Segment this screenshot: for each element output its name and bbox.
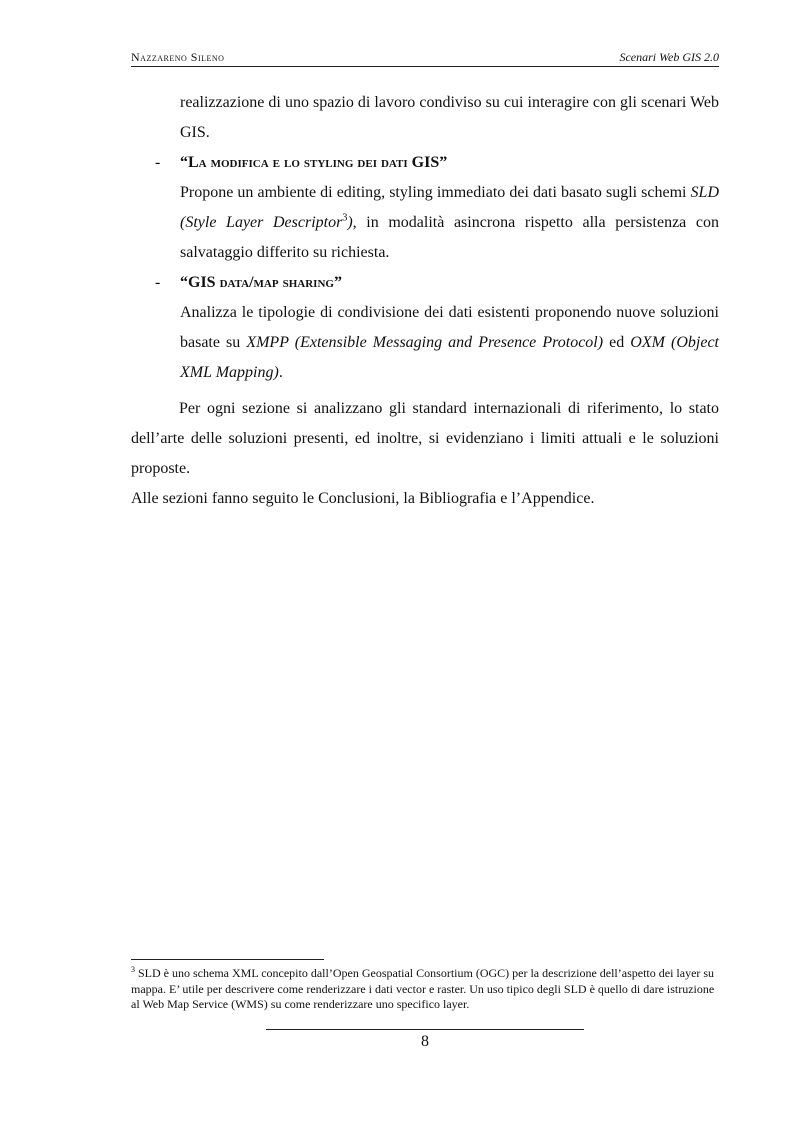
header-title: Scenari Web GIS 2.0 xyxy=(619,50,719,64)
text-run: ed xyxy=(603,334,631,351)
italic-run: OXM (Object XML Mapping) xyxy=(180,334,719,381)
footnote-text: SLD è uno schema XML concepito dall’Open Geospatial Consortium (OGC) per la descrizione dell’aspetto dei layer su mappa. E’ utile per descrivere come renderizzare i dati vector e raster. Un uso tipico degli SLD è quello di dare istruzione al Web Map Service (WMS) su come renderizzare uno specifico layer. xyxy=(131,966,715,1011)
italic-run: XMPP (Extensible Messaging and Presence Protocol) xyxy=(246,334,604,351)
bullet-dash: - xyxy=(155,274,161,291)
footnote-ref: 3 xyxy=(342,212,348,224)
bullet-heading: “La modifica e lo styling dei dati GIS” xyxy=(180,154,448,171)
paragraph: Alle sezioni fanno seguito le Conclusioni, la Bibliografia e l’Appendice. xyxy=(131,490,595,507)
footnote-marker: 3 xyxy=(131,965,135,974)
continuation-text: realizzazione di uno spazio di lavoro condiviso su cui interagire con gli scenari Web GIS. xyxy=(180,94,719,141)
text-run: in modalità asincrona rispetto alla persistenza con salvataggio differito su richiesta. xyxy=(180,214,720,261)
italic-run: SLD (Style Layer Descriptor xyxy=(180,184,719,231)
paragraph: Per ogni sezione si analizzano gli standard internazionali di riferimento, lo stato dell’arte delle soluzioni presenti, ed inoltre, si evidenziano i limiti attuali e le soluzioni proposte. xyxy=(131,400,719,477)
bullet-dash: - xyxy=(155,154,161,171)
bullet-heading: “GIS data/map sharing” xyxy=(180,274,342,291)
text-run: Propone un ambiente di editing, styling immediato dei dati basato sugli schemi xyxy=(180,184,691,201)
footer-divider xyxy=(266,1029,584,1030)
text-run: Analizza le tipologie di condivisione dei dati esistenti proponendo nuove soluzioni basate su xyxy=(180,304,719,351)
bullet-description xyxy=(180,178,719,268)
bullet-item xyxy=(131,148,719,268)
body-text xyxy=(131,88,719,514)
text-run: . xyxy=(278,364,283,381)
bullet-description xyxy=(180,298,719,388)
footnote-divider xyxy=(131,959,324,960)
header-author: Nazzareno Sileno xyxy=(131,50,225,64)
italic-run: ), xyxy=(347,214,357,231)
page-number: 8 xyxy=(421,1033,429,1050)
footnote xyxy=(131,966,719,1013)
page-header xyxy=(131,46,719,67)
bullet-item xyxy=(131,268,719,388)
